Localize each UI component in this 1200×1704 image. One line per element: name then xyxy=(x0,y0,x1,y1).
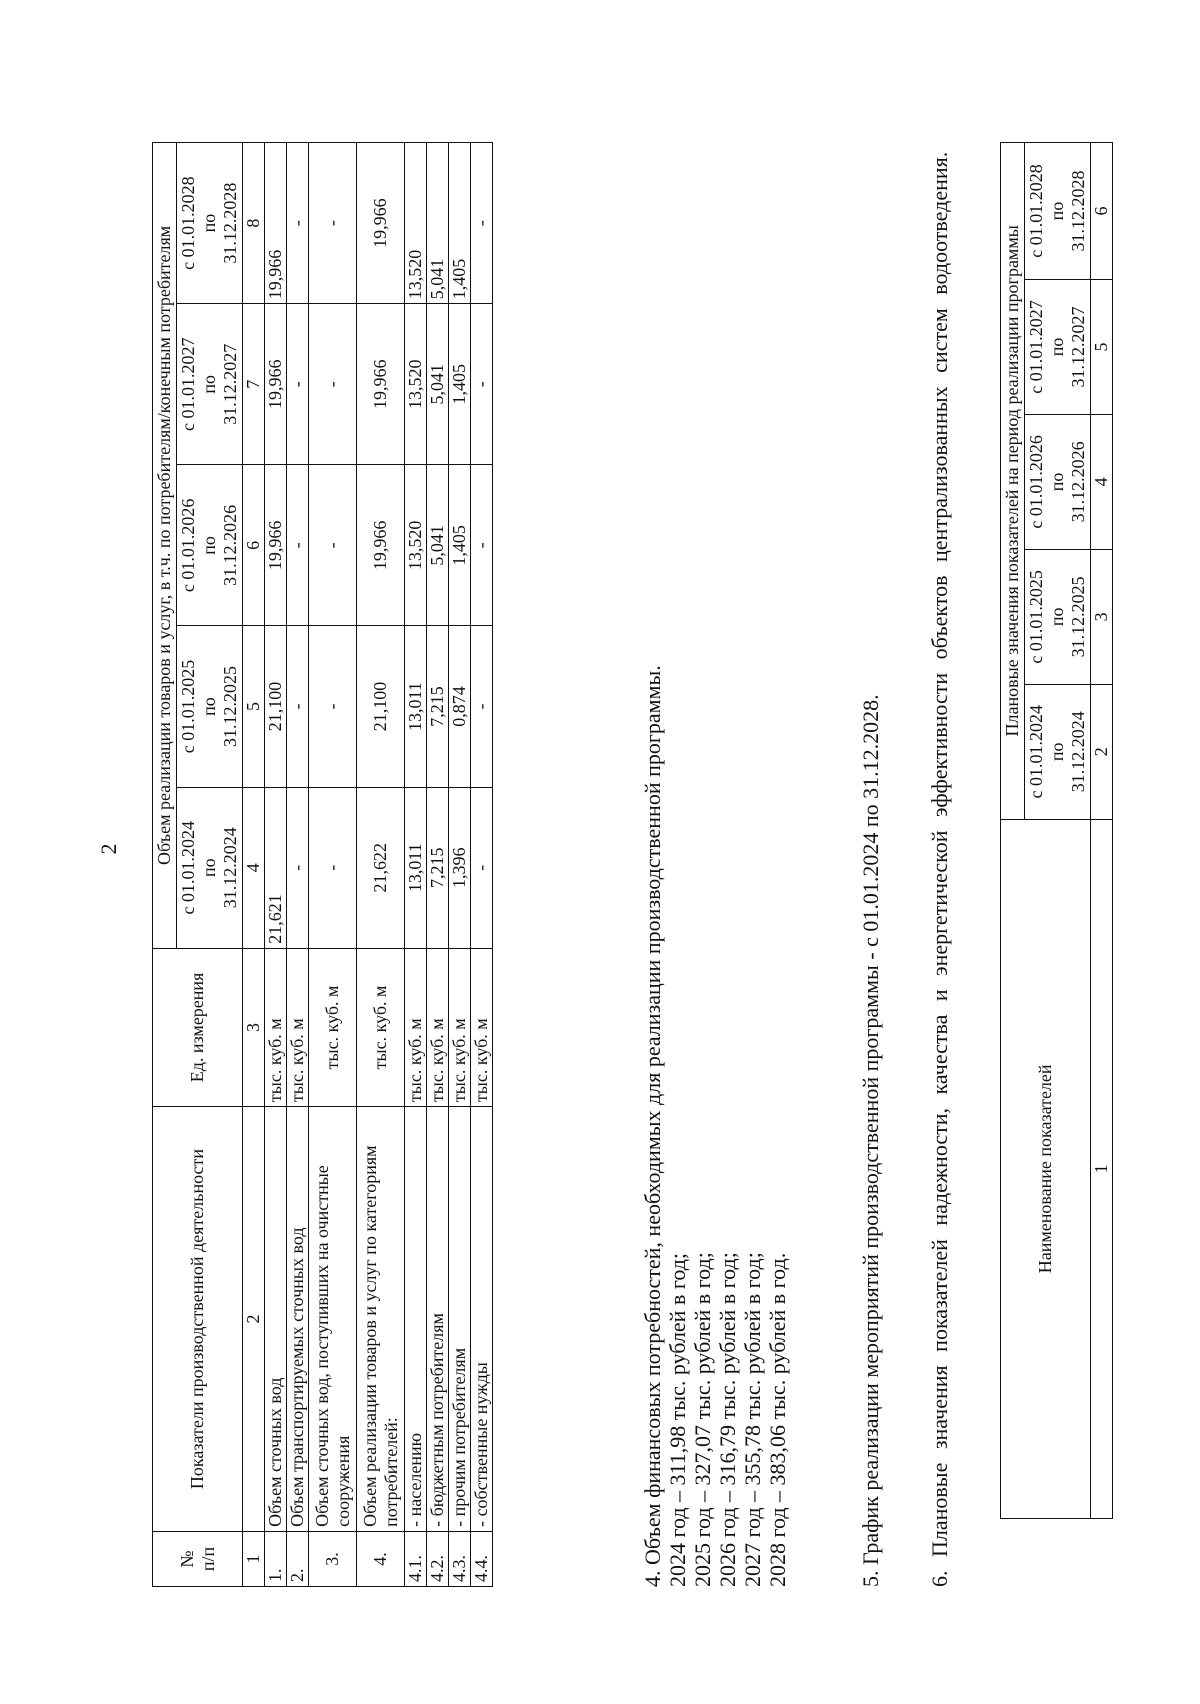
row-unit: тыс. куб. м xyxy=(471,948,493,1106)
row-num: 1. xyxy=(265,1531,287,1586)
column-number: 4 xyxy=(243,787,265,948)
table-row xyxy=(265,143,287,1587)
row-num: 2. xyxy=(287,1531,309,1586)
planned-values-table xyxy=(1000,142,1113,1519)
column-number: 8 xyxy=(243,143,265,304)
column-number-row xyxy=(1091,143,1113,1519)
header-period: с 01.01.2028 по 31.12.2028 xyxy=(1025,143,1091,280)
row-value: - xyxy=(309,626,357,787)
row-value: 19,966 xyxy=(357,304,405,465)
table-row xyxy=(449,143,471,1587)
row-num: 4.2. xyxy=(427,1531,449,1586)
row-value: - xyxy=(471,787,493,948)
row-value: 21,100 xyxy=(265,626,287,787)
row-value: 19,966 xyxy=(265,465,287,626)
row-name: Объем реализации товаров и услуг по категориям потребителей: xyxy=(357,1107,405,1532)
section-heading: 4. Объем финансовых потребностей, необходимых для реализации производственной программы. xyxy=(640,665,665,1587)
section-financial-needs xyxy=(640,142,790,1587)
table-row xyxy=(357,143,405,1587)
header-period: с 01.01.2025 по 31.12.2025 xyxy=(1025,549,1091,684)
column-number: 6 xyxy=(243,465,265,626)
row-unit: тыс. куб. м xyxy=(449,948,471,1106)
column-number: 3 xyxy=(1091,549,1113,684)
row-value: - xyxy=(287,304,309,465)
row-num: 4.4. xyxy=(471,1531,493,1586)
row-num: 3. xyxy=(309,1531,357,1586)
header-unit: Ед. измерения xyxy=(153,948,243,1106)
row-value: 19,966 xyxy=(265,143,287,304)
header-planned-values: Плановые значения показателей на период реализации программы xyxy=(1001,143,1025,820)
header-period: с 01.01.2027 по 31.12.2027 xyxy=(177,304,243,465)
column-number: 7 xyxy=(243,304,265,465)
row-value: 5,041 xyxy=(427,465,449,626)
row-value: 19,966 xyxy=(357,143,405,304)
table-row xyxy=(309,143,357,1587)
header-indicator-name: Наименование показателей xyxy=(1001,819,1091,1518)
row-value: 5,041 xyxy=(427,304,449,465)
row-value: - xyxy=(309,304,357,465)
column-number: 1 xyxy=(243,1531,265,1586)
row-unit: тыс. куб. м xyxy=(265,948,287,1106)
row-value: - xyxy=(471,143,493,304)
row-value: - xyxy=(287,143,309,304)
financial-line: 2027 год – 355,78 тыс. рублей в год; xyxy=(740,1252,765,1587)
row-value: - xyxy=(309,465,357,626)
table-row xyxy=(427,143,449,1587)
row-value: 19,966 xyxy=(265,304,287,465)
header-period: с 01.01.2026 по 31.12.2026 xyxy=(1025,414,1091,549)
row-value: 13,011 xyxy=(405,626,427,787)
row-unit: тыс. куб. м xyxy=(427,948,449,1106)
row-value: 1,405 xyxy=(449,304,471,465)
row-name: - бюджетным потребителям xyxy=(427,1107,449,1532)
row-value: 7,215 xyxy=(427,626,449,787)
row-value: - xyxy=(309,143,357,304)
row-value: 7,215 xyxy=(427,787,449,948)
row-value: - xyxy=(287,465,309,626)
column-number: 3 xyxy=(243,948,265,1106)
row-value: 21,621 xyxy=(265,787,287,948)
row-name: - собственные нужды xyxy=(471,1107,493,1532)
row-value: 1,405 xyxy=(449,465,471,626)
column-number: 6 xyxy=(1091,143,1113,280)
production-indicators-table xyxy=(152,142,493,1587)
row-num: 4.1. xyxy=(405,1531,427,1586)
header-period: с 01.01.2027 по 31.12.2027 xyxy=(1025,279,1091,414)
column-number: 2 xyxy=(243,1107,265,1532)
row-value: 5,041 xyxy=(427,143,449,304)
column-number: 4 xyxy=(1091,414,1113,549)
financial-line: 2028 год – 383,06 тыс. рублей в год. xyxy=(765,1252,790,1587)
row-name: - прочим потребителям xyxy=(449,1107,471,1532)
row-name: Объем транспортируемых сточных вод xyxy=(287,1107,309,1532)
row-value: 13,011 xyxy=(405,787,427,948)
row-unit: тыс. куб. м xyxy=(287,948,309,1106)
row-value: - xyxy=(309,787,357,948)
column-number: 5 xyxy=(1091,279,1113,414)
row-value: - xyxy=(471,465,493,626)
header-period: с 01.01.2025 по 31.12.2025 xyxy=(177,626,243,787)
column-number: 5 xyxy=(243,626,265,787)
row-value: 13,520 xyxy=(405,143,427,304)
header-period: с 01.01.2024 по 31.12.2024 xyxy=(177,787,243,948)
row-unit: тыс. куб. м xyxy=(357,948,405,1106)
row-value: 13,520 xyxy=(405,304,427,465)
row-value: - xyxy=(287,787,309,948)
row-value: 21,622 xyxy=(357,787,405,948)
row-value: - xyxy=(287,626,309,787)
row-value: - xyxy=(471,304,493,465)
row-num: 4.3. xyxy=(449,1531,471,1586)
row-value: 19,966 xyxy=(357,465,405,626)
financial-line: 2024 год – 311,98 тыс. рублей в год; xyxy=(665,1253,690,1587)
section-schedule: 5. График реализации мероприятий производственной программы - с 01.01.2024 по 31.12.2028. xyxy=(858,694,883,1587)
row-value: 21,100 xyxy=(357,626,405,787)
header-period: с 01.01.2026 по 31.12.2026 xyxy=(177,465,243,626)
column-number: 1 xyxy=(1091,819,1113,1518)
page-number: 2 xyxy=(96,843,121,855)
financial-line: 2025 год – 327,07 тыс. рублей в год; xyxy=(690,1252,715,1587)
header-volume: Объем реализации товаров и услуг, в т.ч. по потребителям/конечным потребителям xyxy=(153,143,177,949)
row-value: 0,874 xyxy=(449,626,471,787)
row-num: 4. xyxy=(357,1531,405,1586)
section-reliability-indicators: 6. Плановые значения показателей надежности, качества и энергетической эффективности объектов централизованных систем водоотведения. xyxy=(927,151,952,1587)
header-period: с 01.01.2028 по 31.12.2028 xyxy=(177,143,243,304)
row-value: 1,396 xyxy=(449,787,471,948)
header-num: № п/п xyxy=(153,1531,243,1586)
row-name: Объем сточных вод, поступивших на очистные сооружения xyxy=(309,1107,357,1532)
column-number-row xyxy=(243,143,265,1587)
financial-line: 2026 год – 316,79 тыс. рублей в год; xyxy=(715,1252,740,1587)
table-row xyxy=(471,143,493,1587)
header-period: с 01.01.2024 по 31.12.2024 xyxy=(1025,684,1091,819)
column-number: 2 xyxy=(1091,684,1113,819)
row-value: 1,405 xyxy=(449,143,471,304)
header-indicator: Показатели производственной деятельности xyxy=(153,1107,243,1532)
row-value: - xyxy=(471,626,493,787)
row-value: 13,520 xyxy=(405,465,427,626)
table-row xyxy=(287,143,309,1587)
row-unit: тыс. куб. м xyxy=(309,948,357,1106)
table-row xyxy=(405,143,427,1587)
row-unit: тыс. куб. м xyxy=(405,948,427,1106)
row-name: Объем сточных вод xyxy=(265,1107,287,1532)
row-name: - населению xyxy=(405,1107,427,1532)
